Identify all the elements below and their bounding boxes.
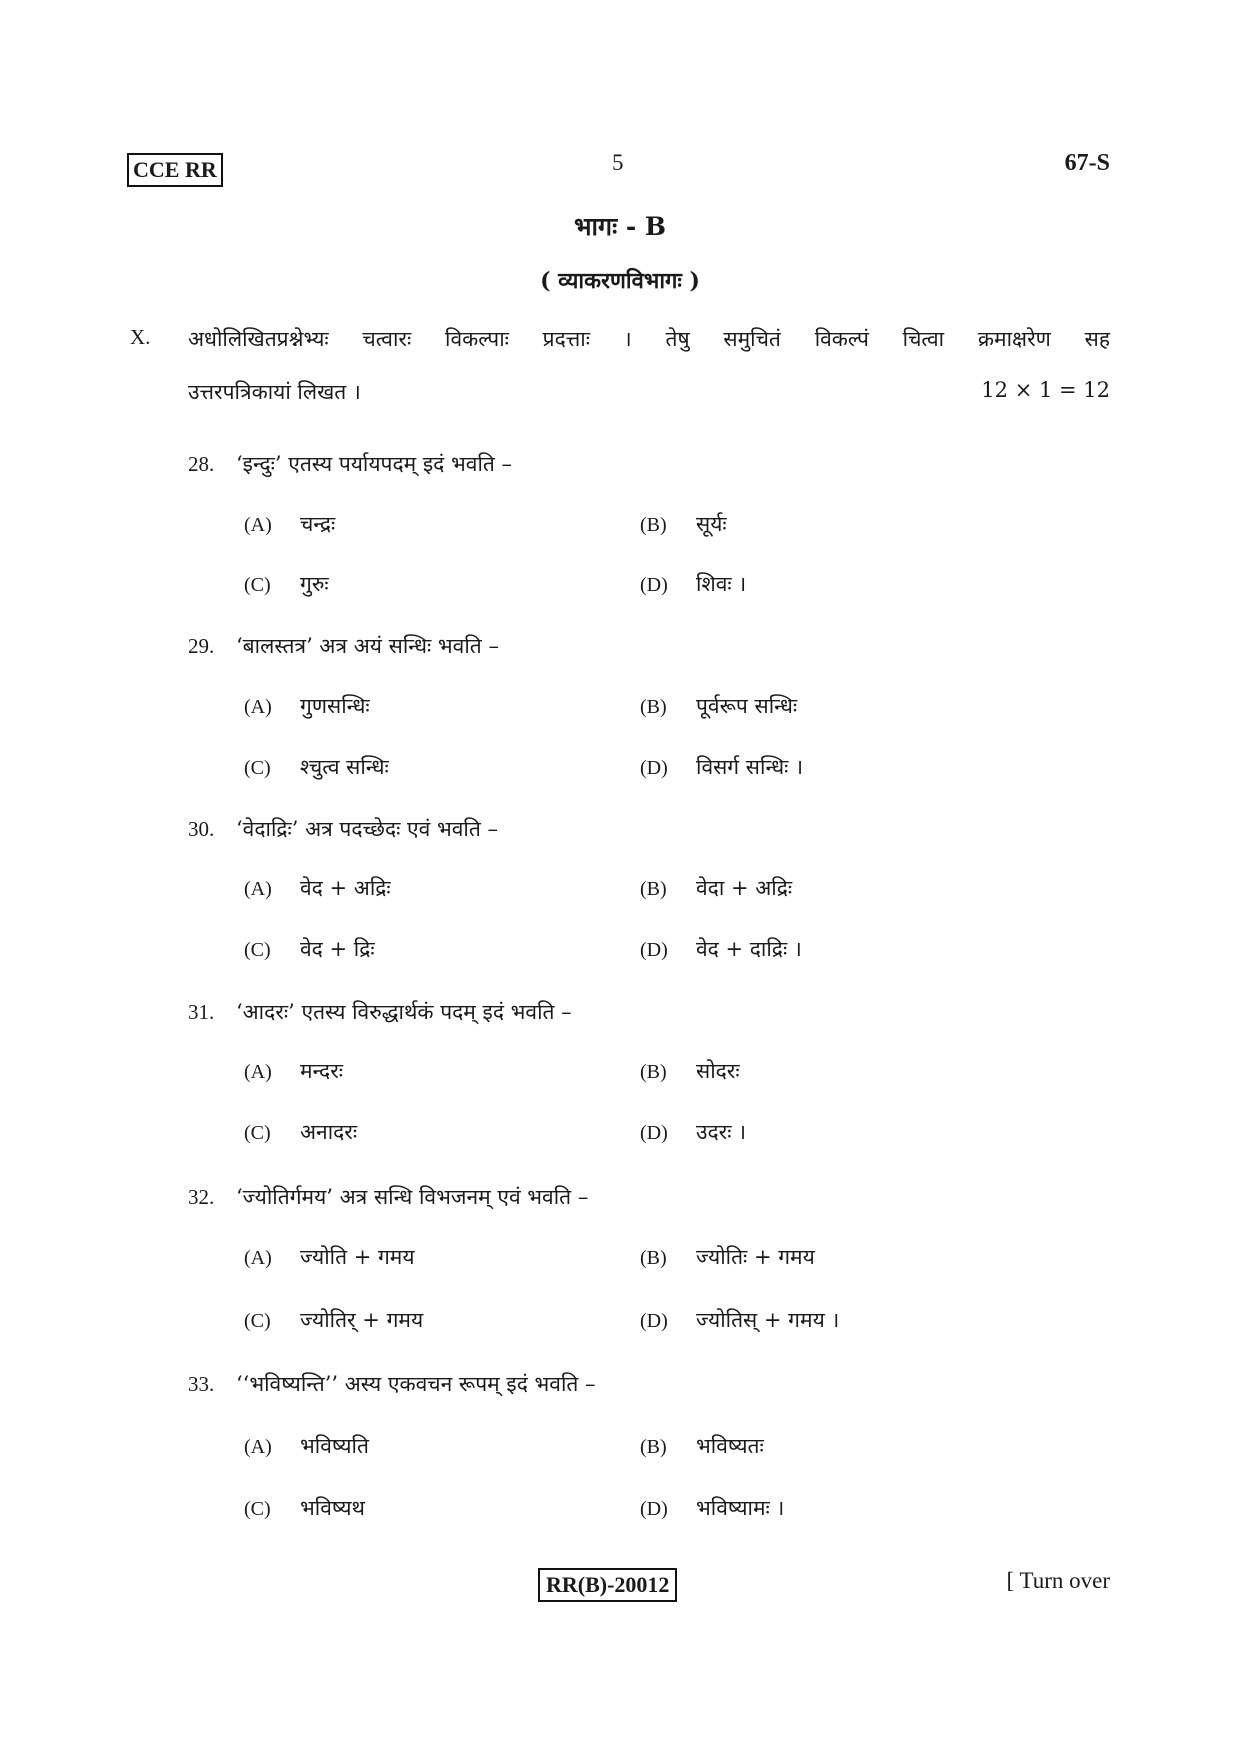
question-29 [188,632,499,660]
instruction-number: X. [130,325,151,349]
option-letter: (B) [640,1061,667,1083]
question-number: 31. [188,1000,215,1024]
option-29-a [244,692,370,720]
option-letter: (D) [640,1498,668,1520]
paper-code: 67-S [1064,150,1110,176]
option-text: वेद + दाद्रिः । [696,937,802,961]
option-28-b [640,510,727,538]
question-number: 33. [188,1372,215,1396]
option-letter: (B) [640,696,667,718]
option-text: गुणसन्धिः [300,694,370,718]
option-30-c [244,935,375,963]
option-letter: (B) [640,1247,667,1269]
option-text: मन्दरः [300,1059,344,1083]
question-text: ‘आदरः’ एतस्य विरुद्धार्थकं पदम् इदं भवति – [236,1000,572,1024]
option-text: सोदरः [696,1059,740,1083]
option-28-c [244,570,329,598]
option-letter: (C) [244,574,271,596]
question-number: 29. [188,634,215,658]
turn-over-note: [ Turn over [1006,1568,1110,1593]
question-31 [188,998,572,1026]
section-title: ( व्याकरणविभागः ) [540,268,700,294]
option-letter: (A) [244,1061,272,1083]
question-28 [188,450,512,478]
option-letter: (B) [640,514,667,536]
option-letter: (A) [244,696,272,718]
option-28-d [640,570,746,598]
option-30-b [640,874,792,902]
option-text: वेद + अद्रिः [300,876,391,900]
option-letter: (D) [640,757,668,779]
option-letter: (A) [244,1247,272,1269]
option-33-d [640,1494,784,1522]
option-31-b [640,1057,740,1085]
option-letter: (D) [640,939,668,961]
option-text: उदरः । [696,1120,747,1144]
option-29-b [640,692,797,720]
option-text: वेदा + अद्रिः [696,876,793,900]
option-text: ज्योतिर् + गमय [300,1308,424,1332]
option-text: अनादरः [300,1120,358,1144]
option-letter: (B) [640,1436,667,1458]
option-32-c [244,1306,423,1334]
marks-allocation: 12 × 1 = 12 [981,378,1110,402]
option-29-d [640,753,803,781]
question-text: ‘इन्दुः’ एतस्य पर्यायपदम् इदं भवति – [236,452,513,476]
option-text: श्चुत्व सन्धिः [300,755,389,779]
option-letter: (D) [640,1122,668,1144]
option-text: भविष्यतः [696,1434,764,1458]
option-30-d [640,935,802,963]
page-number: 5 [612,150,624,175]
option-text: चन्द्रः [300,512,336,536]
option-text: गुरुः [300,572,329,596]
question-32 [188,1183,588,1211]
question-text: ‘ज्योतिर्गमय’ अत्र सन्धि विभजनम् एवं भवति – [236,1185,589,1209]
option-32-b [640,1243,815,1271]
option-text: सूर्यः [696,512,727,536]
option-text: भविष्यति [300,1434,369,1458]
question-number: 30. [188,817,215,841]
option-letter: (C) [244,757,271,779]
option-33-c [244,1494,365,1522]
instruction-line-2: उत्तरपत्रिकायां लिखत । [188,380,361,404]
option-text: ज्योति + गमय [300,1245,415,1269]
option-letter: (D) [640,1310,668,1332]
option-text: विसर्ग सन्धिः । [696,755,804,779]
option-text: पूर्वरूप सन्धिः [696,694,798,718]
footer-code-box: RR(B)-20012 [538,1568,677,1602]
instruction-line-1: अधोलिखितप्रश्नेभ्यः चत्वारः विकल्पाः प्रदत्ताः । तेषु समुचितं विकल्पं चित्वा क्रमाक्षरेण सह [188,327,1110,351]
option-32-a [244,1243,415,1271]
question-number: 32. [188,1185,215,1209]
question-text: ‘वेदाद्रिः’ अत्र पदच्छेदः एवं भवति – [236,817,499,841]
question-33 [188,1370,596,1398]
option-letter: (A) [244,514,272,536]
option-letter: (A) [244,1436,272,1458]
question-number: 28. [188,452,215,476]
option-31-d [640,1118,746,1146]
header-box-label: CCE RR [127,153,223,187]
option-letter: (A) [244,878,272,900]
option-letter: (C) [244,939,271,961]
option-33-a [244,1432,369,1460]
option-text: भविष्यथ [300,1496,365,1520]
option-31-a [244,1057,343,1085]
option-text: ज्योतिस् + गमय । [696,1308,840,1332]
option-33-b [640,1432,764,1460]
part-title: भागः - B [573,212,667,241]
question-text: ‘‘भविष्यन्ति’’ अस्य एकवचन रूपम् इदं भवति – [236,1372,596,1396]
option-letter: (C) [244,1498,271,1520]
option-text: वेद + द्रिः [300,937,375,961]
option-letter: (D) [640,574,668,596]
option-text: ज्योतिः + गमय [696,1245,815,1269]
option-letter: (C) [244,1310,271,1332]
option-28-a [244,510,335,538]
option-letter: (C) [244,1122,271,1144]
option-letter: (B) [640,878,667,900]
option-31-c [244,1118,357,1146]
option-29-c [244,753,389,781]
question-30 [188,815,498,843]
option-text: भविष्यामः । [696,1496,785,1520]
question-text: ‘बालस्तत्र’ अत्र अयं सन्धिः भवति – [236,634,499,658]
option-30-a [244,874,391,902]
option-text: शिवः । [696,572,747,596]
option-32-d [640,1306,839,1334]
